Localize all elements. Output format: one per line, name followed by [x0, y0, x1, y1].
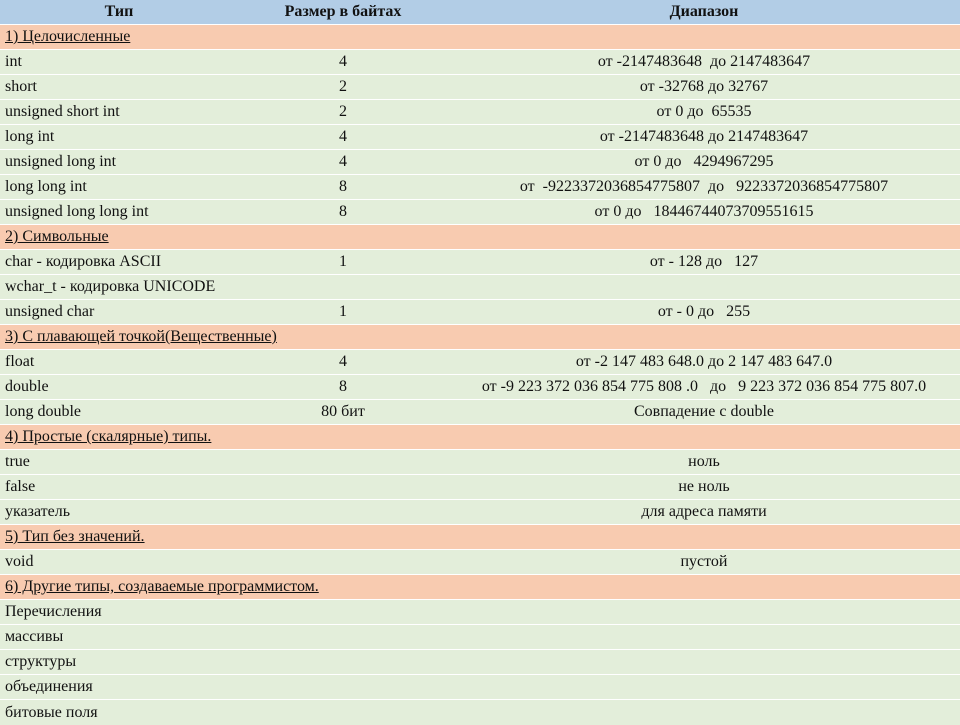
table-row: [0, 500, 960, 525]
range-cell: ноль: [688, 453, 720, 470]
type-cell: wchar_t - кодировка UNICODE: [5, 278, 216, 295]
range-cell: от -9223372036854775807 до 9223372036854775807: [519, 178, 889, 195]
range-cell: от - 0 до 255: [657, 303, 751, 320]
range-cell: не ноль: [678, 478, 730, 495]
category-label: 1) Целочисленные: [5, 28, 131, 45]
type-cell: long double: [5, 403, 81, 420]
type-cell: unsigned long int: [5, 153, 117, 170]
header-size: Размер в байтах: [284, 3, 402, 20]
range-cell: пустой: [680, 553, 728, 570]
type-cell: long int: [5, 128, 55, 145]
type-cell: Перечисления: [5, 603, 102, 620]
category-label: 3) С плавающей точкой(Вещественные): [5, 328, 277, 345]
table-row: [0, 375, 960, 400]
size-cell: 4: [339, 153, 347, 170]
type-cell: false: [5, 478, 36, 495]
category-row: [0, 425, 960, 450]
table-header: [0, 0, 960, 25]
range-cell: от 0 до 18446744073709551615: [594, 203, 814, 220]
range-cell: от -9 223 372 036 854 775 808 .0 до 9 223 372 036 854 775 807.0: [481, 378, 927, 395]
range-cell: от 0 до 4294967295: [634, 153, 774, 170]
category-row: [0, 325, 960, 350]
size-cell: 4: [339, 353, 347, 370]
category-label: 6) Другие типы, создаваемые программистом.: [5, 578, 319, 595]
size-cell: 8: [339, 378, 347, 395]
table-row: [0, 400, 960, 425]
table-row: [0, 100, 960, 125]
range-cell: Совпадение с double: [633, 403, 774, 420]
table-row: [0, 675, 960, 700]
type-cell: битовые поля: [5, 703, 98, 721]
table-row: [0, 300, 960, 325]
table-row: [0, 150, 960, 175]
table-row: [0, 75, 960, 100]
type-cell: unsigned char: [5, 303, 95, 320]
type-cell: long long int: [5, 178, 87, 195]
type-cell: unsigned short int: [5, 103, 120, 120]
size-cell: 8: [339, 203, 347, 220]
type-cell: double: [5, 378, 49, 395]
table-body: [0, 25, 960, 725]
table-row: [0, 625, 960, 650]
size-cell: 4: [339, 53, 347, 70]
size-cell: 1: [339, 253, 347, 270]
table-row: [0, 350, 960, 375]
type-cell: int: [5, 53, 22, 70]
category-row: [0, 575, 960, 600]
category-row: [0, 25, 960, 50]
size-cell: 2: [339, 78, 347, 95]
range-cell: от 0 до 65535: [656, 103, 752, 120]
range-cell: для адреса памяти: [641, 503, 767, 520]
table-row: [0, 125, 960, 150]
table-row: [0, 700, 960, 725]
table-row: [0, 50, 960, 75]
header-type: Тип: [104, 3, 134, 20]
size-cell: 4: [339, 128, 347, 145]
range-cell: от -32768 до 32767: [639, 78, 769, 95]
header-range: Диапазон: [669, 3, 739, 20]
type-cell: short: [5, 78, 37, 95]
table-row: [0, 650, 960, 675]
type-cell: true: [5, 453, 30, 470]
table-row: [0, 175, 960, 200]
table-row: [0, 550, 960, 575]
category-label: 4) Простые (скалярные) типы.: [5, 428, 212, 445]
table-row: [0, 475, 960, 500]
type-cell: указатель: [5, 503, 71, 520]
table-row: [0, 200, 960, 225]
range-cell: от -2147483648 до 2147483647: [597, 53, 811, 70]
type-cell: void: [5, 553, 34, 570]
size-cell: 80 бит: [321, 403, 365, 420]
table-row: [0, 250, 960, 275]
category-row: [0, 525, 960, 550]
type-cell: char - кодировка ASCII: [5, 253, 162, 270]
table-row: [0, 600, 960, 625]
type-cell: float: [5, 353, 35, 370]
range-cell: от -2147483648 до 2147483647: [599, 128, 809, 145]
type-cell: структуры: [5, 653, 77, 670]
type-cell: объединения: [5, 678, 93, 695]
table-row: [0, 450, 960, 475]
size-cell: 2: [339, 103, 347, 120]
range-cell: от - 128 до 127: [649, 253, 759, 270]
range-cell: от -2 147 483 648.0 до 2 147 483 647.0: [575, 353, 833, 370]
size-cell: 1: [339, 303, 347, 320]
table-row: [0, 275, 960, 300]
category-label: 5) Тип без значений.: [5, 528, 145, 545]
type-cell: массивы: [5, 628, 64, 645]
category-label: 2) Символьные: [5, 228, 109, 245]
category-row: [0, 225, 960, 250]
type-cell: unsigned long long int: [5, 203, 149, 220]
size-cell: 8: [339, 178, 347, 195]
